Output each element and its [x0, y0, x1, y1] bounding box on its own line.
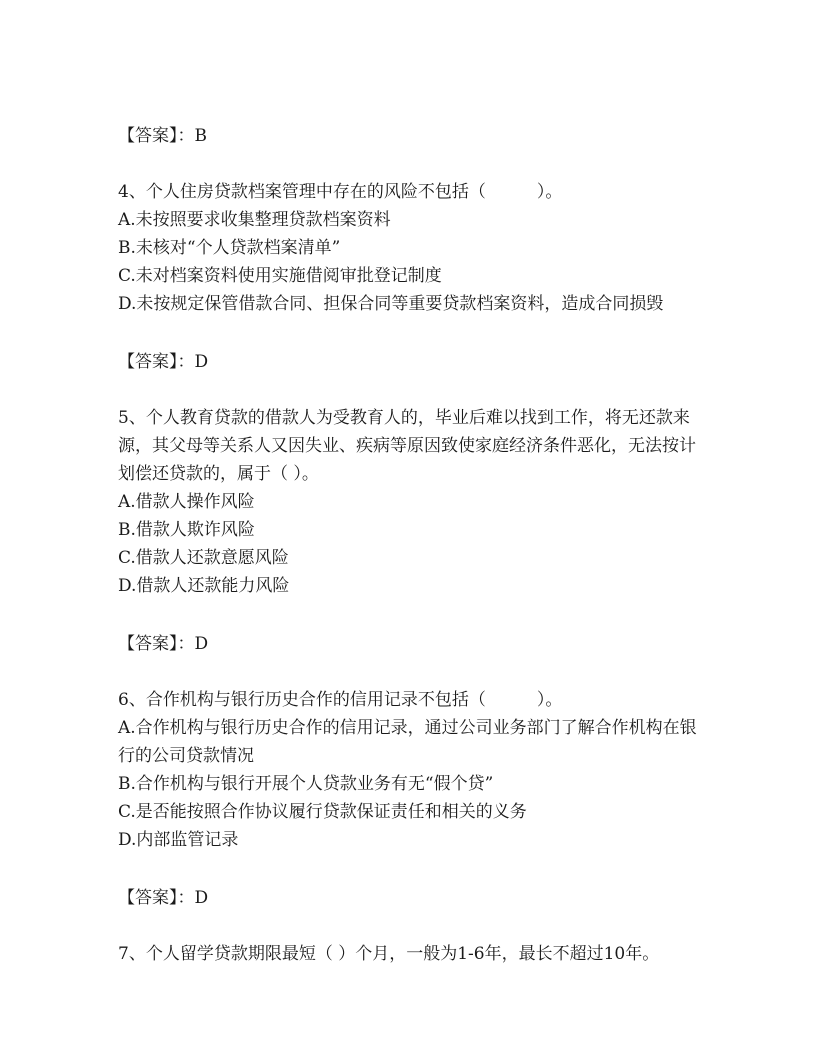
- option-a: A.借款人操作风险: [118, 492, 255, 512]
- option-d: D.内部监管记录: [118, 830, 239, 850]
- answer-line: 【答案】：D: [118, 888, 209, 908]
- answer-line: 【答案】：D: [118, 352, 209, 372]
- question-stem: 6、合作机构与银行历史合作的信用记录不包括（ ）。: [118, 690, 563, 710]
- option-d: D.借款人还款能力风险: [118, 576, 290, 596]
- answer-line: 【答案】：D: [118, 634, 209, 654]
- question-7: [118, 940, 708, 968]
- question-4: [118, 178, 708, 318]
- option-b: B.未核对“个人贷款档案清单”: [118, 238, 341, 258]
- question-6: [118, 686, 708, 854]
- option-b: B.借款人欺诈风险: [118, 520, 255, 540]
- option-d: D.未按规定保管借款合同、担保合同等重要贷款档案资料，造成合同损毁: [118, 294, 664, 314]
- document-page: [118, 120, 708, 968]
- option-c: C.未对档案资料使用实施借阅审批登记制度: [118, 266, 442, 286]
- question-stem: 5、个人教育贷款的借款人为受教育人的，毕业后难以找到工作，将无还款来源，其父母等关系人又因失业、疾病等原因致使家庭经济条件恶化，无法按计划偿还贷款的，属于（ ）。: [118, 408, 696, 484]
- option-c: C.是否能按照合作协议履行贷款保证责任和相关的义务: [118, 802, 527, 822]
- question-5: [118, 404, 708, 600]
- option-a: A.未按照要求收集整理贷款档案资料: [118, 210, 391, 230]
- question-stem: 7、个人留学贷款期限最短（ ）个月，一般为1-6年，最长不超过10年。: [118, 944, 660, 964]
- answer-line: 【答案】：B: [118, 126, 207, 146]
- option-a: A.合作机构与银行历史合作的信用记录，通过公司业务部门了解合作机构在银行的公司贷款情况: [118, 718, 697, 766]
- option-b: B.合作机构与银行开展个人贷款业务有无“假个贷”: [118, 774, 494, 794]
- option-c: C.借款人还款意愿风险: [118, 548, 289, 568]
- question-stem: 4、个人住房贷款档案管理中存在的风险不包括（ ）。: [118, 182, 563, 202]
